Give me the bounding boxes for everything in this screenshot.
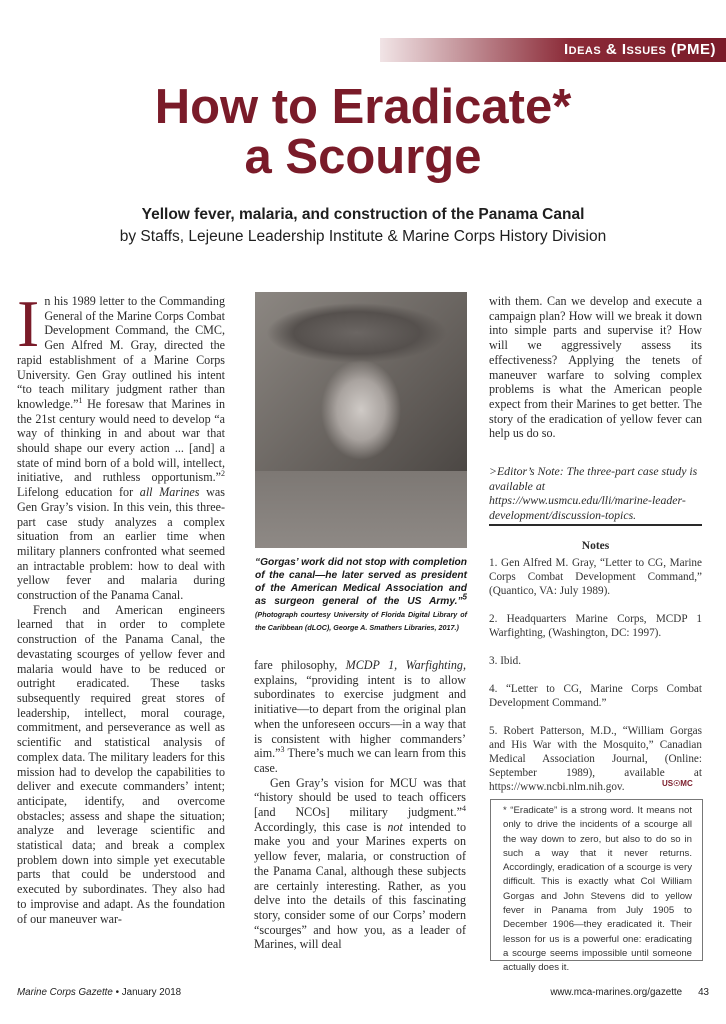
drop-cap: I	[17, 287, 40, 361]
section-banner	[380, 38, 726, 62]
footnote-ref: 1	[78, 395, 83, 405]
issue-date: January 2018	[121, 987, 182, 998]
footnote-ref: 3	[280, 745, 285, 755]
emphasis: all Marines	[139, 485, 200, 500]
article-title	[0, 82, 726, 182]
publication-name: Marine Corps Gazette	[17, 987, 113, 998]
paragraph-4	[254, 776, 466, 952]
notes-title: Notes	[581, 540, 610, 552]
footer-publication	[17, 987, 181, 998]
photo-credit: (Photograph courtesy University of Florida Digital Library of the Caribbean (dLOC), George A. Smathers Libraries, 2017.)	[255, 610, 467, 632]
note-item: 5. Robert Patterson, M.D., “William Gorgas and His War with the Mosquito,” Canadian Medical Association Journal, (Online: September 1989), available at https://www.ncbi.nlm.nih.gov.	[489, 725, 702, 793]
footnote-ref: 4	[462, 804, 466, 813]
paragraph-2: French and American engineers learned that in order to complete construction of the Panama Canal, the devastating scourges of yellow fever and malaria would have to be reduced or outright eradicated. These tasks subsequently required great stores of leadership, intellect, moral courage, commitment, and perseverance as well as scientific and statistical analysis of complex data. The military leaders for this mission had to develop the capabilities to deliver and execute commanders’ intent; anticipate, identify, and overcome obstacles; assess and shape the situation; analyze and leverage scientific and statistical data; and break a complex problem down into simple yet executable parts that could be understood and executed by subordinates. They also had to improvise and adapt. As the foundation of our maneuver war-	[17, 602, 225, 926]
text-run: Lifelong education for	[17, 485, 140, 500]
column-3	[489, 294, 702, 441]
title-line-2: a Scourge	[244, 130, 482, 184]
usmc-logo-icon: US☉MC	[662, 779, 693, 788]
text-run: Accordingly, this case is	[254, 819, 388, 834]
divider	[489, 524, 702, 526]
text-run: explains, “providing intent is to allow subordinates to exercise judgment and initiative—to depart from the original plan when the unforeseen occurs—in a way that is consistent with higher commanders’ aim.”	[254, 672, 466, 761]
text-run: n his 1989 letter to the Commanding General of the Marine Corps Combat Development Command, the CMC, Gen Alfred M. Gray, directed the rapid establishment of a Marine Corps University. Gen Gray outlined his intent “to teach military judgment rather than knowledge.”	[17, 294, 225, 411]
text-run: Gen Gray’s vision for MCU was that “history should be used to teach officers [and NCOs] military judgment.”	[254, 775, 466, 820]
note-item: 4. “Letter to CG, Marine Corps Combat Development Command.”	[489, 683, 702, 709]
caption-text: “Gorgas’ work did not stop with completion of the canal—he later served as president of the American Medical Association and as surgeon general of the US Army.”	[255, 557, 467, 607]
gorgas-portrait-photo	[255, 292, 467, 548]
paragraph-5: with them. Can we develop and execute a campaign plan? How will we break it down into simple parts and supervise it? How will we aggressively assess its effectiveness? Applying the tenets of maneuver warfare to solving complex problems is what the American people expect from their Marines to get better. The story of the eradication of yellow fever can help us do so.	[489, 294, 702, 441]
column-1	[17, 287, 225, 926]
notes-list	[489, 556, 702, 808]
page-number: 43	[698, 987, 709, 998]
section-label: Ideas & Issues (PME)	[563, 41, 716, 58]
footer-url: www.mca-marines.org/gazette	[550, 987, 683, 998]
text-run: fare philosophy,	[254, 658, 346, 672]
paragraph-1	[17, 287, 225, 603]
eradicate-definition-box: * “Eradicate” is a strong word. It means not only to drive the incidents of a scourge all the way down to zero, but also to do so in such a way that it never returns. Accordingly, eradication of a scourge is very difficult. This is exactly what Col William Gorgas and John Stevens did to yellow fever in Panama from July 1905 to December 1906—they eradicated it. Their lesson for us is a powerful one: eradicating a scourge seems impossible until someone actually does it.	[490, 799, 703, 961]
text-run: intended to make you and your Marines experts on yellow fever, malaria, or construction of the Panama Canal, although these subjects are certainly interesting. Rather, as you delve into the details of this fascinating story, consider some of our Corps’ modern “scourges” and how you, as a leader of Marines, will deal	[254, 819, 466, 952]
note-item: 1. Gen Alfred M. Gray, “Letter to CG, Marine Corps Combat Development Command,” (Quantico, VA: July 1989).	[489, 557, 702, 597]
editors-note: >Editor’s Note: The three-part case study is available at https://www.usmcu.edu/lli/marine-leader-development/discussion-topics.	[489, 464, 698, 522]
text-run: He foresaw that Marines in the 21st century would need to develop “a way of thinking in and about war that should shape our every action ... [and] a state of mind born of a bold will, intellect, initiative, and ruthless opportunism.”	[17, 396, 225, 485]
title-line-1: How to Eradicate*	[154, 80, 572, 134]
footnote-ref: 5	[462, 592, 467, 602]
article-byline: by Staffs, Lejeune Leadership Institute & Marine Corps History Division	[119, 228, 607, 245]
footnote-ref: 2	[221, 469, 225, 479]
note-item: 2. Headquarters Marine Corps, MCDP 1 Warfighting, (Washington, DC: 1997).	[489, 613, 702, 639]
text-run: There’s much we can learn from this case.	[254, 746, 466, 775]
column-2	[254, 658, 466, 952]
separator: •	[112, 987, 122, 998]
text-run: was Gen Gray’s vision. In this vein, this three-part case study analyzes a complex situation from an earlier time when military planners confronted what seemed an intractable problem: how to deal with yellow fever and malaria during construction of the Panama Canal.	[17, 485, 225, 603]
note-item: 3. Ibid.	[489, 655, 522, 667]
photo-caption	[255, 556, 467, 634]
article-subtitle: Yellow fever, malaria, and construction of the Panama Canal	[141, 206, 585, 223]
emphasis: MCDP 1, Warfighting,	[345, 658, 466, 672]
emphasis: not	[387, 819, 403, 834]
footer-right	[550, 987, 709, 998]
paragraph-3	[254, 658, 466, 776]
